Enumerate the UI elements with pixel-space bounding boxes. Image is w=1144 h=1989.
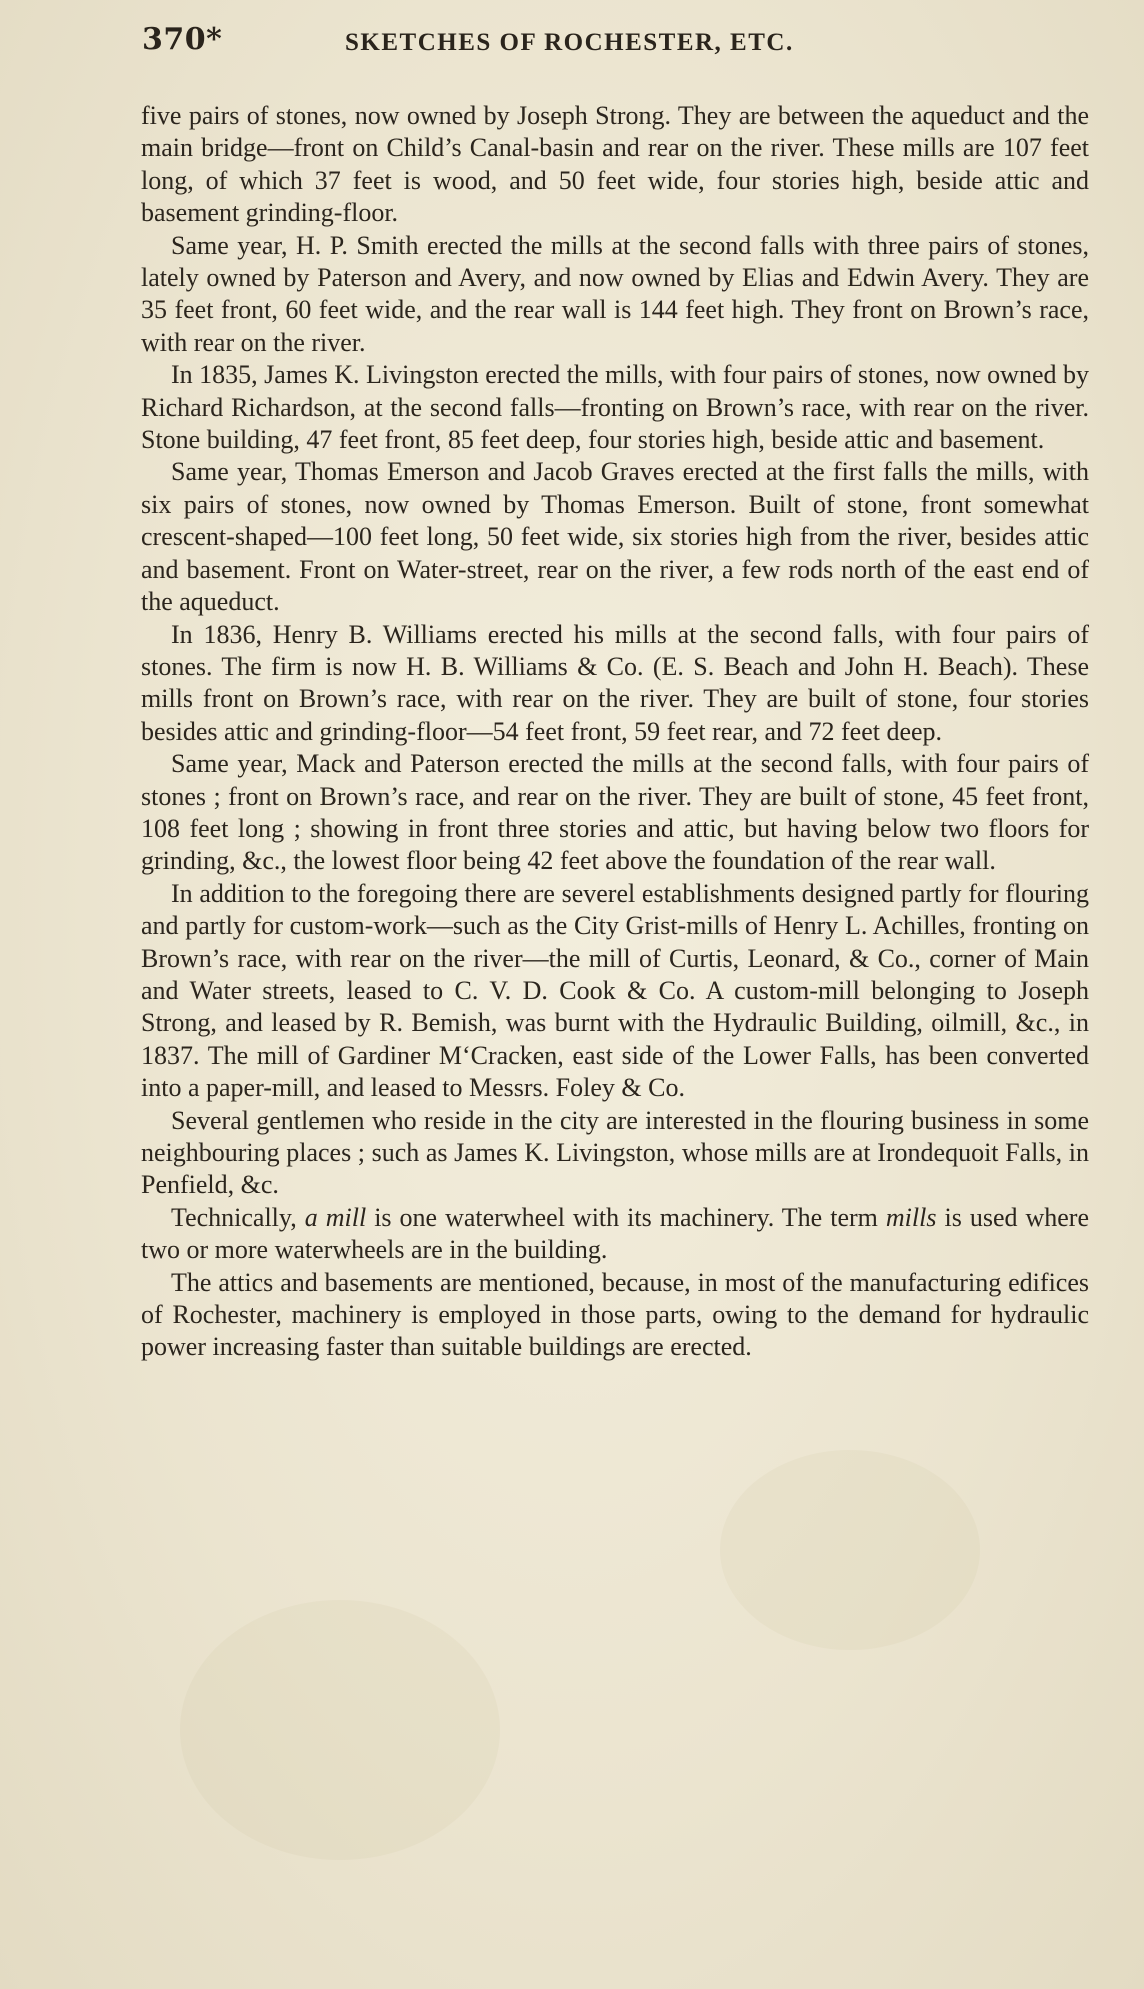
paragraph-segment: is used where two or more waterwheels are in the building.: [141, 1202, 1090, 1265]
paragraph-segment: Technically,: [171, 1202, 305, 1232]
paragraph: Same year, Mack and Paterson erected the mills at the second falls, with four pairs of stones ; front on Brown’s race, and rear on the river. They are built of stone, 45 feet front, 108 feet long ; showing in front three stories and attic, but having below two floors for grinding, &c., the lowest floor being 42 feet above the foundation of the rear wall.: [141, 749, 1089, 876]
paragraph: [141, 1202, 1089, 1267]
paragraph: Same year, Thomas Emerson and Jacob Graves erected at the first falls the mills, with six pairs of stones, now owned by Thomas Emerson. Built of stone, front somewhat crescent-shaped—100 feet long, 50 feet wide, six stories high from the river, besides attic and basement. Front on Water-street, rear on the river, a few rods north of the east end of the aqueduct.: [141, 457, 1089, 617]
paragraph: In addition to the foregoing there are severel establishments designed partly for flouring and partly for custom-work—such as the City Grist-mills of Henry L. Achilles, fronting on Brown’s race, with rear on the river—the mill of Curtis, Leonard, & Co., corner of Main and Water streets, leased to C. V. D. Cook & Co. A custom-mill belonging to Joseph Strong, and leased by R. Bemish, was burnt with the Hydraulic Building, oilmill, &c., in 1837. The mill of Gardiner M‘Cracken, east side of the Lower Falls, has been converted into a paper-mill, and leased to Messrs. Foley & Co.: [141, 878, 1089, 1103]
italic-term: a mill: [304, 1202, 367, 1232]
body-text: [141, 100, 1089, 1364]
paragraph: The attics and basements are mentioned, because, in most of the manufacturing edifices of Rochester, machinery is employed in those parts, owing to the demand for hydraulic power increasing faster than suitable buildings are erected.: [141, 1267, 1089, 1362]
paragraph: Same year, H. P. Smith erected the mills at the second falls with three pairs of stones, lately owned by Paterson and Avery, and now owned by Elias and Edwin Avery. They are 35 feet front, 60 feet wide, and the rear wall is 144 feet high. They front on Brown’s race, with rear on the river.: [141, 230, 1089, 357]
paragraph: Several gentlemen who reside in the city are interested in the flouring business in some neighbouring places ; such as James K. Livingston, whose mills are at Irondequoit Falls, in Penfield, &c.: [141, 1105, 1089, 1200]
paragraph: In 1835, James K. Livingston erected the mills, with four pairs of stones, now owned by Richard Richardson, at the second falls—fronting on Brown’s race, with rear on the river. Stone building, 47 feet front, 85 feet deep, four stories high, beside attic and basement.: [141, 360, 1089, 455]
paragraph: five pairs of stones, now owned by Joseph Strong. They are between the aqueduct and the main bridge—front on Child’s Canal-basin and rear on the river. These mills are 107 feet long, of which 37 feet is wood, and 50 feet wide, four stories high, beside attic and basement grinding-floor.: [141, 101, 1089, 228]
paper-stain: [180, 1600, 500, 1860]
paragraph-segment: is one waterwheel with its machinery. The term: [366, 1202, 886, 1232]
running-head: SKETCHES OF ROCHESTER, ETC.: [345, 29, 794, 56]
paragraph: In 1836, Henry B. Williams erected his mills at the second falls, with four pairs of stones. The firm is now H. B. Williams & Co. (E. S. Beach and John H. Beach). These mills front on Brown’s race, with rear on the river. They are built of stone, four stories besides attic and grinding-floor—54 feet front, 59 feet rear, and 72 feet deep.: [141, 619, 1089, 746]
paper-stain: [720, 1450, 980, 1650]
page-header: [142, 22, 1002, 68]
italic-term: mills: [885, 1202, 937, 1232]
page-number: 370*: [142, 22, 223, 57]
